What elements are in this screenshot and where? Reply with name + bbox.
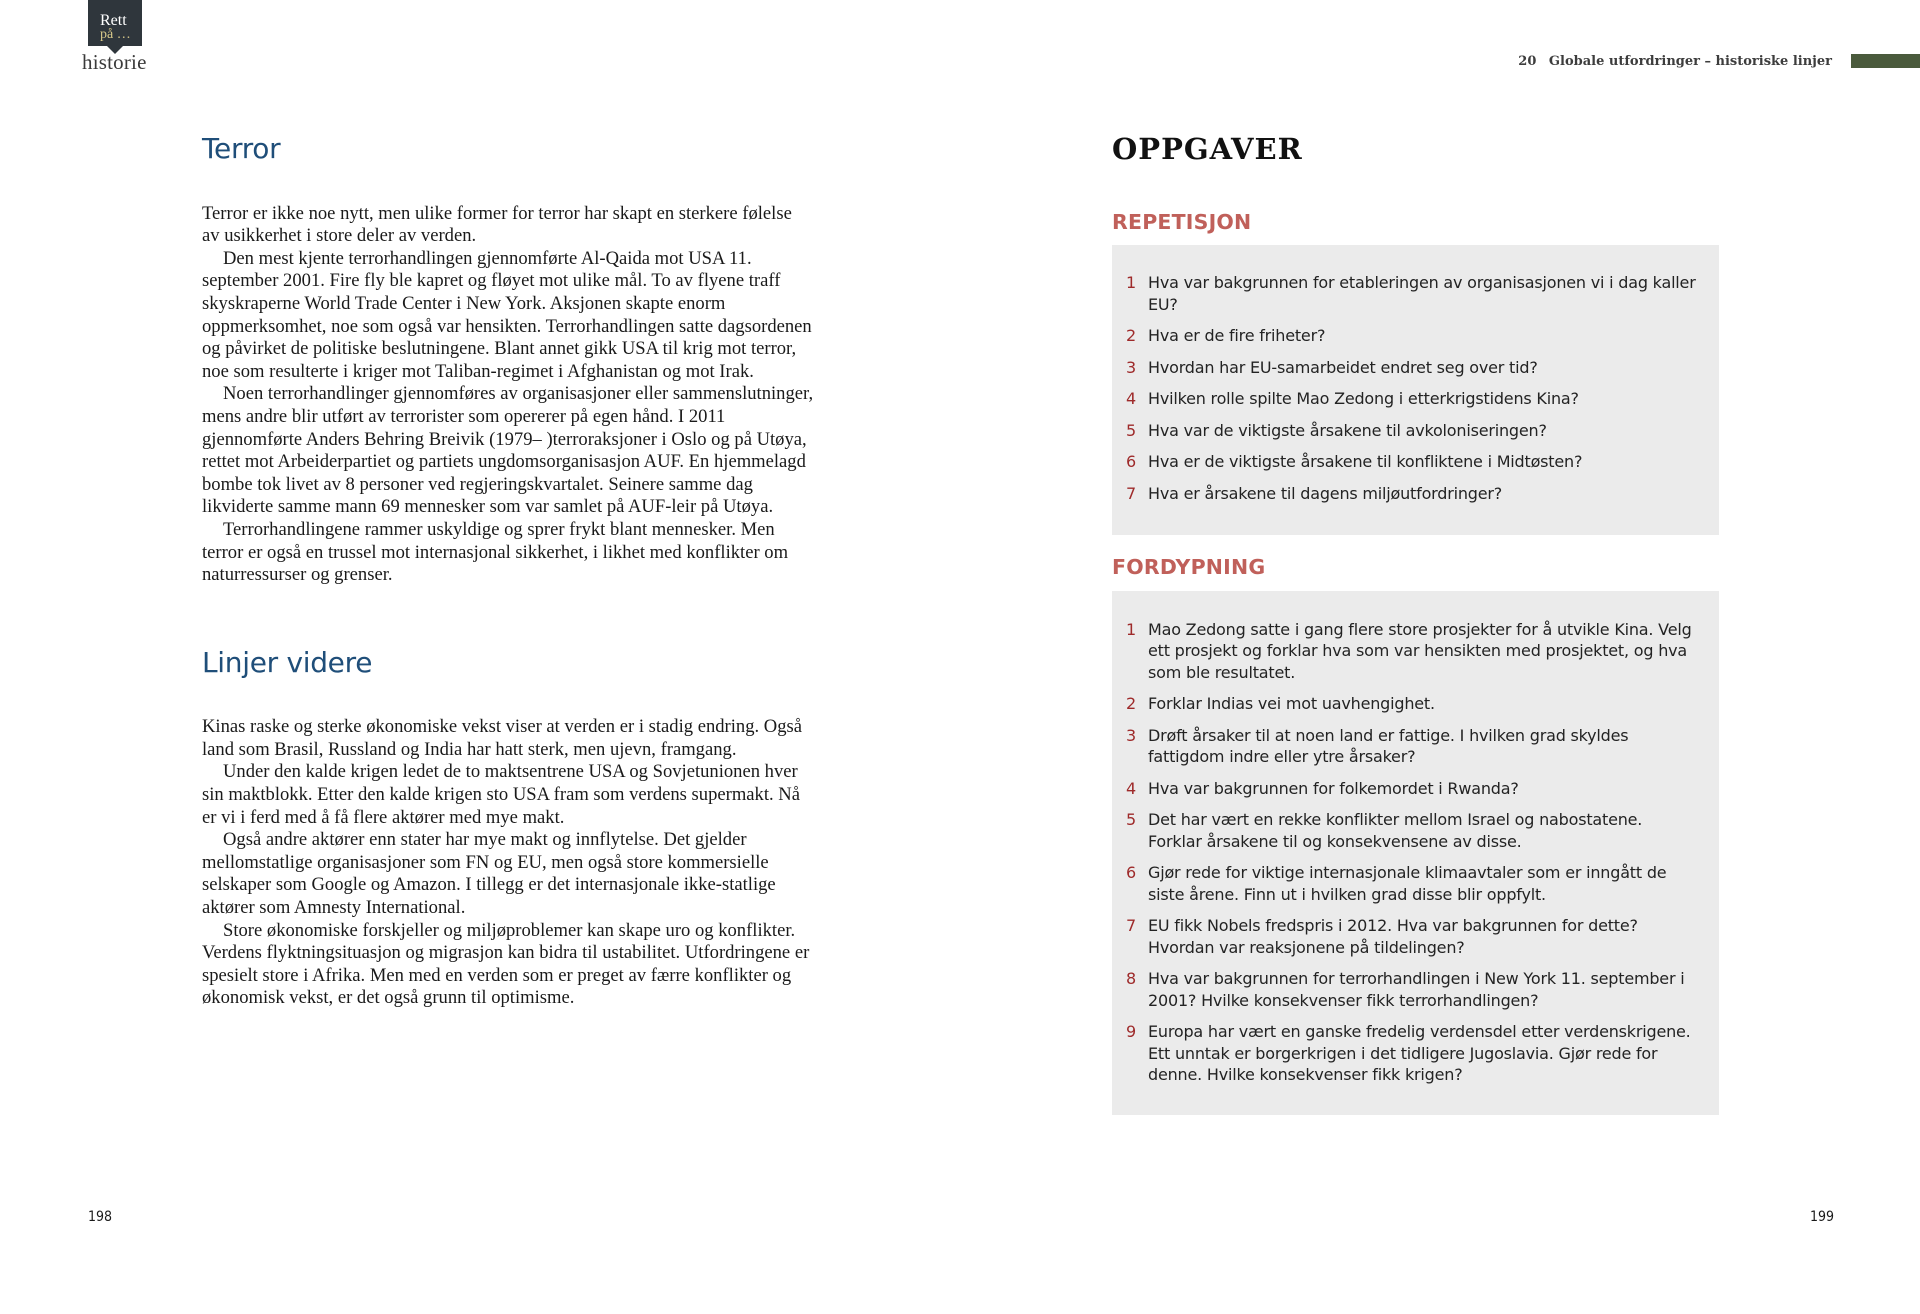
question-text: Gjør rede for viktige internasjonale klimaavtaler som er inngått de siste årene. Finn ut i hvilken grad disse blir oppfylt. (1148, 863, 1667, 904)
question-text: Hva er årsakene til dagens miljøutfordringer? (1148, 483, 1503, 503)
question-number: 6 (1126, 452, 1137, 472)
question-number: 7 (1126, 916, 1137, 936)
question-item (1126, 725, 1699, 768)
question-text: EU fikk Nobels fredspris i 2012. Hva var bakgrunnen for dette? Hvordan var reaksjonene på tildelingen? (1148, 916, 1638, 957)
question-number: 4 (1126, 389, 1137, 409)
logo-line-pa: på … (100, 27, 131, 42)
question-item (1126, 809, 1699, 852)
paragraph: Store økonomiske forskjeller og miljøproblemer kan skape uro og konflikter. Verdens flyktningsituasjon og migrasjon kan bidra til ustabilitet. Utfordringene er spesielt store i Afrika. Men med en verden som er preget av færre konflikter og økonomisk vekst, er det også grunn til optimisme. (202, 919, 810, 1009)
question-number: 3 (1126, 725, 1137, 745)
question-item (1126, 451, 1699, 473)
section-body (202, 716, 814, 1010)
paragraph: Også andre aktører enn stater har mye makt og innflytelse. Det gjelder mellomstatlige organisasjoner som FN og EU, men også store kommersielle selskaper som Google og Amazon. I tillegg er det internasjonale ikke-statlige aktører som Amnesty International. (202, 829, 776, 919)
question-number: 1 (1126, 619, 1137, 639)
question-number: 9 (1126, 1022, 1137, 1042)
question-number: 4 (1126, 778, 1137, 798)
left-page-content (202, 132, 814, 1010)
paragraph: Terrorhandlingene rammer uskyldige og sprer frykt blant mennesker. Men terror er også en trussel mot internasjonal sikkerhet, i likhet med konflikter om naturressurser og grenser. (202, 518, 789, 586)
question-text: Hva er de viktigste årsakene til konfliktene i Midtøsten? (1148, 452, 1583, 472)
question-item (1126, 693, 1699, 715)
question-text: Hva er de fire friheter? (1148, 326, 1326, 346)
question-number: 5 (1126, 420, 1137, 440)
question-item (1126, 272, 1699, 315)
exercises-title: OPPGAVER (1112, 132, 1303, 166)
question-number: 6 (1126, 863, 1137, 883)
right-page-content (1112, 134, 1719, 1115)
paragraph: Kinas raske og sterke økonomiske vekst viser at verden er i stadig endring. Også land som Brasil, Russland og India har hatt sterk, men ujevn, framgang. (202, 716, 803, 760)
chapter-title: Globale utfordringer – historiske linjer (1548, 54, 1832, 69)
section-terror (202, 132, 814, 587)
section-heading: Linjer videre (202, 645, 373, 679)
page-number-left: 198 (88, 1209, 113, 1225)
section-heading: Terror (202, 132, 281, 165)
series-logo (82, 0, 202, 80)
chapter-number: 20 (1518, 54, 1537, 69)
logo-subject: historie (82, 50, 147, 74)
chapter-tab-bar (1851, 54, 1920, 68)
section-body (202, 203, 814, 587)
question-number: 3 (1126, 357, 1137, 377)
question-number: 7 (1126, 483, 1137, 503)
paragraph: Noen terrorhandlinger gjennomføres av organisasjoner eller sammenslutninger, mens andre blir utført av terrorister som opererer på egen hånd. I 2011 gjennomførte Anders Behring Breivik (1979– )terroraksjoner i Oslo og på Utøya, rettet mot Arbeiderpartiet og partiets ungdomsorganisasjon AUF. En hjemmelagd bombe tok livet av 8 personer ved regjeringskvartalet. Seinere samme dag likviderte samme mann 69 mennesker som var samlet på AUF-leir på Utøya. (202, 383, 814, 518)
question-text: Drøft årsaker til at noen land er fattige. I hvilken grad skyldes fattigdom indre eller ytre årsaker? (1148, 725, 1629, 767)
question-item (1126, 778, 1699, 800)
question-item (1126, 420, 1699, 442)
page-number-right: 199 (1810, 1209, 1835, 1225)
section-spacer (1112, 535, 1719, 557)
question-item (1126, 357, 1699, 379)
repetisjon-heading: REPETISJON (1112, 209, 1252, 234)
fordypning-question-box (1112, 591, 1719, 1115)
question-text: Europa har vært en ganske fredelig verdensdel etter verdenskrigene. Ett unntak er borgerkrigen i det tidligere Jugoslavia. Gjør rede for denne. Hvilke konsekvenser fikk krigen? (1148, 1022, 1691, 1085)
question-text: Hva var bakgrunnen for etableringen av organisasjonen vi i dag kaller EU? (1148, 273, 1696, 314)
question-number: 1 (1126, 273, 1137, 293)
repetisjon-question-box (1112, 245, 1719, 535)
question-item (1126, 483, 1699, 505)
question-text: Hva var bakgrunnen for folkemordet i Rwanda? (1148, 778, 1519, 798)
question-text: Det har vært en rekke konflikter mellom Israel og nabostatene. Forklar årsakene til og konsekvensene av disse. (1148, 810, 1643, 851)
question-number: 2 (1126, 694, 1137, 714)
question-item (1126, 619, 1699, 684)
question-text: Forklar Indias vei mot uavhengighet. (1148, 694, 1435, 714)
logo-line-rett: Rett (100, 12, 127, 29)
question-text: Hva var bakgrunnen for terrorhandlingen i New York 11. september i 2001? Hvilke konsekvenser fikk terrorhandlingen? (1148, 969, 1685, 1010)
question-number: 5 (1126, 810, 1137, 830)
question-item (1126, 968, 1699, 1011)
question-item (1126, 915, 1699, 958)
question-number: 2 (1126, 326, 1137, 346)
paragraph: Under den kalde krigen ledet de to maktsentrene USA og Sovjetunionen hver sin maktblokk. Etter den kalde krigen sto USA fram som verdens supermakt. Nå er vi i ferd med å få flere aktører med mye makt. (202, 761, 800, 828)
question-text: Hvilken rolle spilte Mao Zedong i etterkrigstidens Kina? (1148, 389, 1579, 409)
running-header (1518, 54, 1832, 69)
question-item (1126, 325, 1699, 347)
question-text: Mao Zedong satte i gang flere store prosjekter for å utvikle Kina. Velg ett prosjekt og forklar hva som var hensikten med prosjektet, og hva som ble resultatet. (1148, 619, 1692, 682)
section-linjer-videre (202, 646, 814, 1010)
question-text: Hvordan har EU-samarbeidet endret seg over tid? (1148, 357, 1538, 377)
question-text: Hva var de viktigste årsakene til avkoloniseringen? (1148, 420, 1547, 440)
paragraph: Den mest kjente terrorhandlingen gjennomførte Al-Qaida mot USA 11. september 2001. Fire fly ble kapret og fløyet mot ulike mål. To av flyene traff skyskraperne World Trade Center i New York. Aksjonen skapte enorm oppmerksomhet, noe som også var hensikten. Terrorhandlingen satte dagsordenen og påvirket de politiske beslutningene. Blant annet gikk USA til krig mot terror, noe som resulterte i kriger mot Taliban-regimet i Afghanistan og mot Irak. (202, 247, 812, 382)
question-item (1126, 862, 1699, 905)
question-number: 8 (1126, 969, 1137, 989)
paragraph: Terror er ikke noe nytt, men ulike former for terror har skapt en sterkere følelse av usikkerhet i store deler av verden. (202, 202, 792, 247)
question-item (1126, 1021, 1699, 1086)
question-item (1126, 388, 1699, 410)
logo-box (88, 0, 142, 46)
fordypning-heading: FORDYPNING (1112, 555, 1266, 580)
